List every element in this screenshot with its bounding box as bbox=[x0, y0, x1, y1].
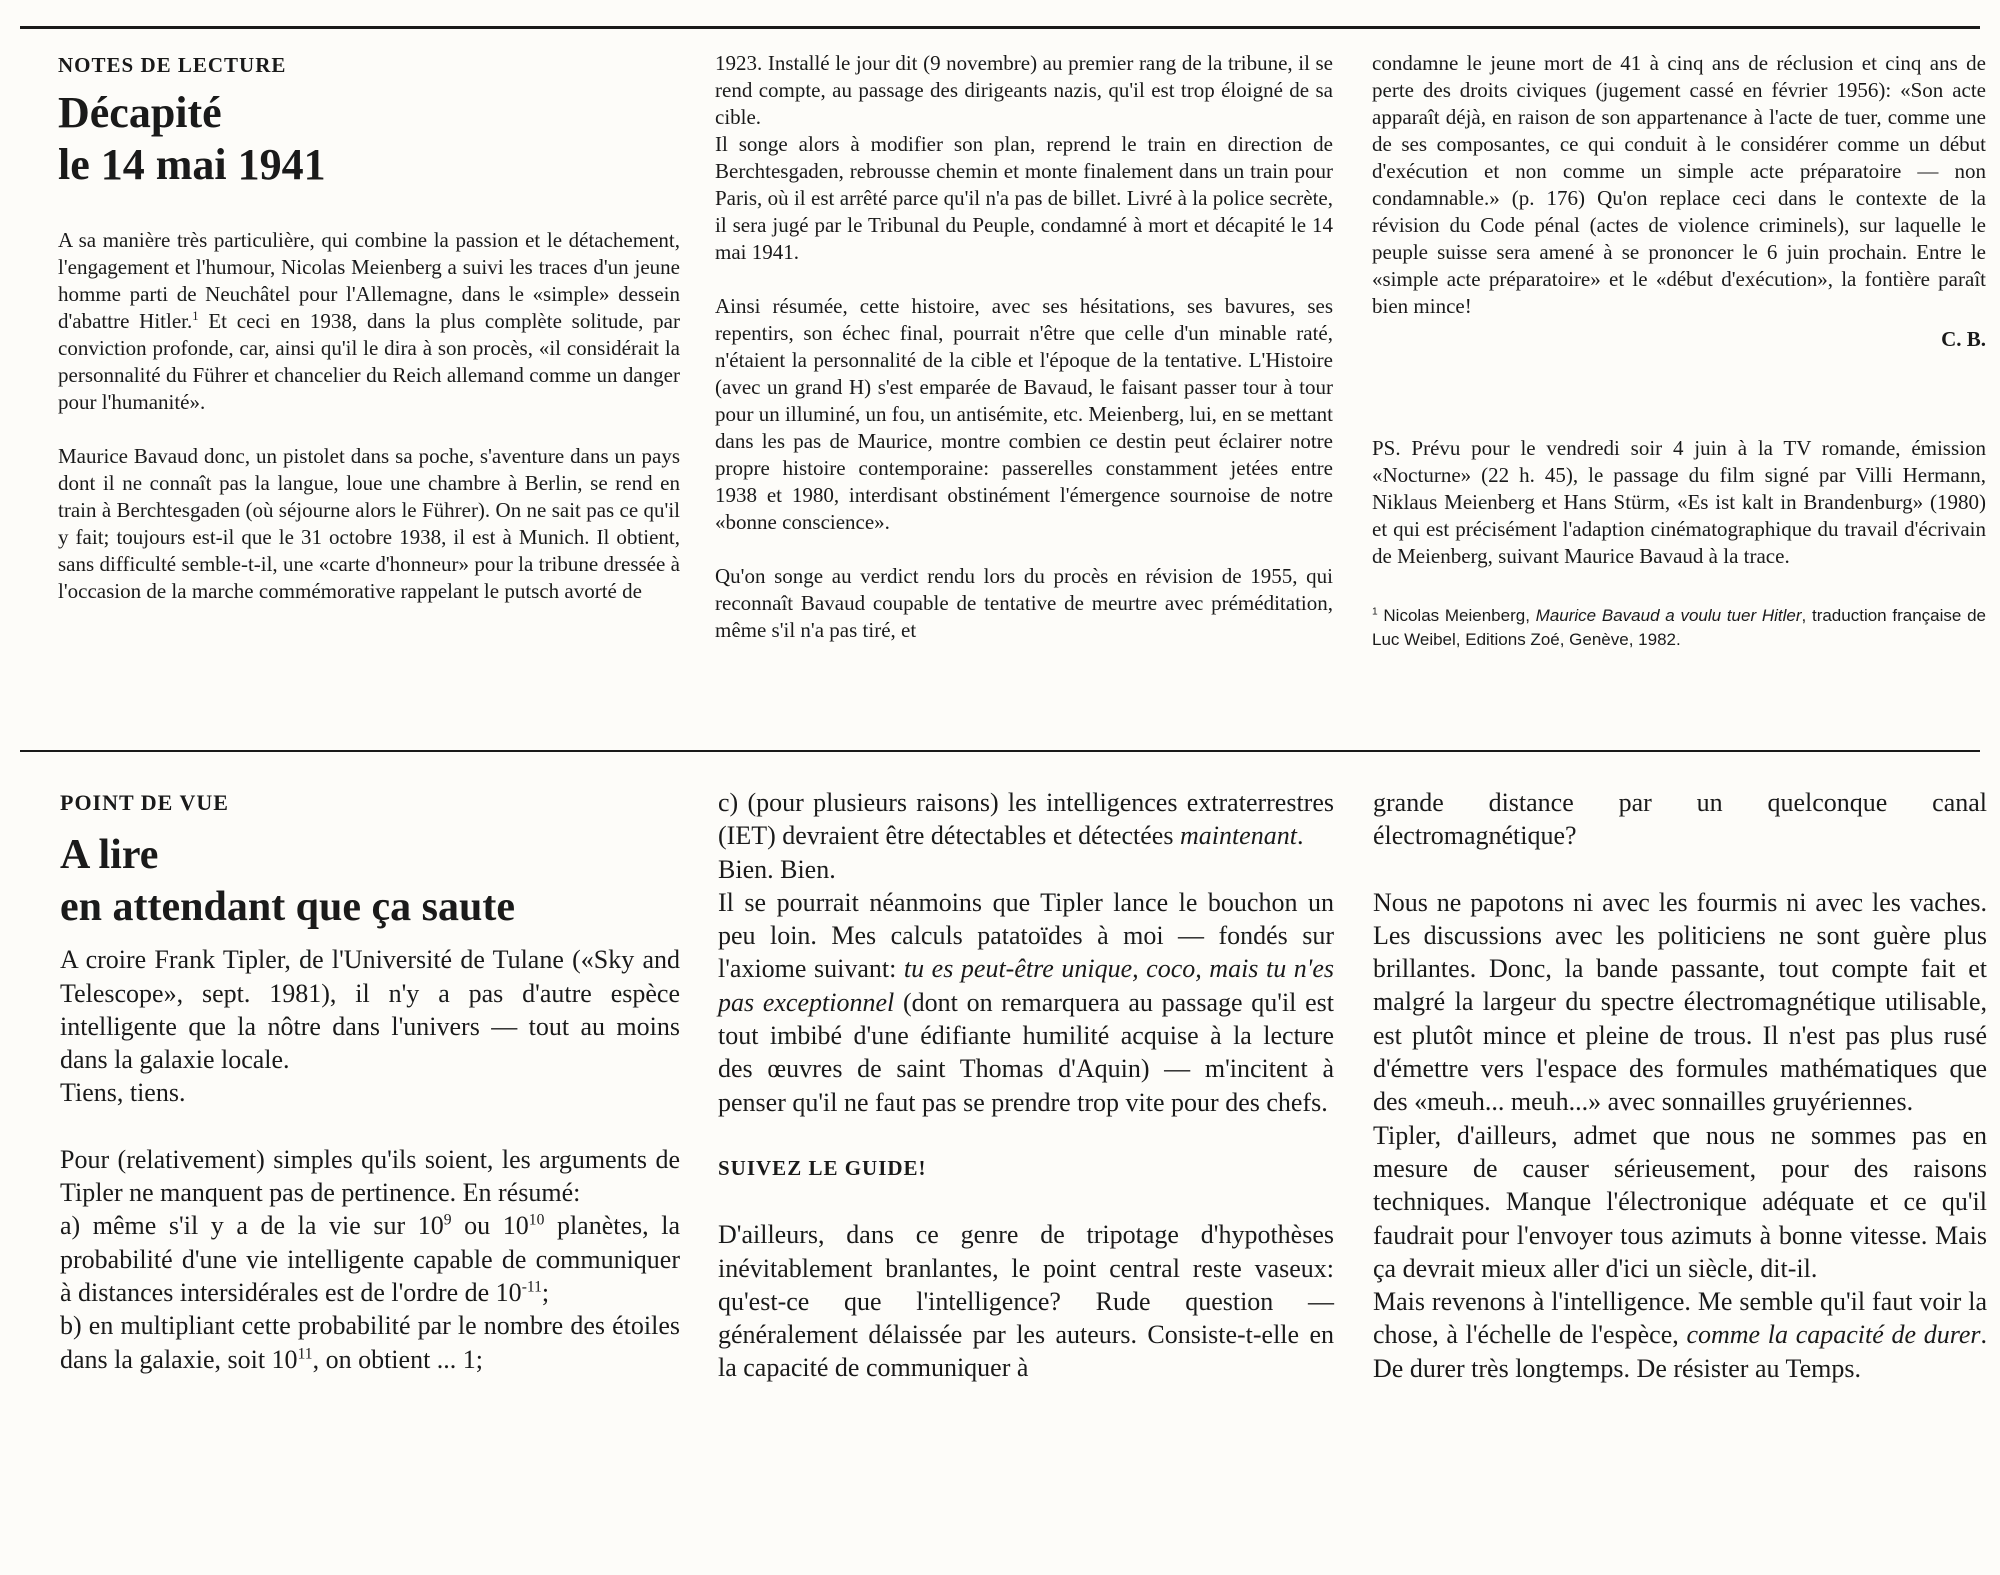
article2-title bbox=[60, 829, 680, 933]
article1-paragraph: Qu'on songe au verdict rendu lors du procès en révision de 1955, qui reconnaît Bavaud coupable de tentative de meurtre avec préméditation, même s'il n'a pas tiré, et bbox=[715, 564, 1333, 642]
article1-paragraph: Il songe alors à modifier son plan, reprend le train en direction de Berchtesgaden, rebrousse chemin et monte finalement dans un train pour Paris, où il est arrêté parce qu'il n'a pas de billet. Livré à la police secrète, il sera jugé par le Tribunal du Peuple, condamné à mort et décapité le 14 mai 1941. bbox=[715, 132, 1333, 264]
article2-column2 bbox=[718, 786, 1334, 1385]
article1-footnote: $^1$ Nicolas Meienberg, Maurice Bavaud a voulu tuer Hitler, traduction française de Luc Weibel, Editions Zoé, Genève, 1982. bbox=[1372, 606, 1986, 649]
article1-title bbox=[58, 87, 680, 191]
article2-paragraph: Tipler, d'ailleurs, admet que nous ne sommes pas en mesure de causer sérieusement, pour des raisons techniques. Manque l'électronique adéquate et ce qu'il faudrait pour l'envoyer tous azimuts à bonne vitesse. Mais ça devrait mieux aller d'ici un siècle, dit-il. bbox=[1373, 1120, 1987, 1283]
article1-postscript: PS. Prévu pour le vendredi soir 4 juin à la TV romande, émission «Nocturne» (22 h. 45), le passage du film signé par Villi Hermann, Niklaus Meienberg et Hans Stürm, «Es ist kalt in Brandenburg» (1980) et qui est précisément l'adaption cinématographique du travail d'écrivain de Meienberg, suivant Maurice Bavaud à la trace. bbox=[1372, 436, 1986, 568]
article2-column3 bbox=[1373, 786, 1987, 1385]
article1-kicker: NOTES DE LECTURE bbox=[58, 53, 287, 77]
article2-paragraph: Mais revenons à l'intelligence. Me semble qu'il faut voir la chose, à l'échelle de l'espèce, comme la capacité de durer. De durer très longtemps. De résister au Temps. bbox=[1373, 1287, 1987, 1383]
article2-paragraph: c) (pour plusieurs raisons) les intelligences extraterrestres (IET) devraient être détectables et détectées maintenant. bbox=[718, 788, 1334, 851]
article2-paragraph: b) en multipliant cette probabilité par le nombre des étoiles dans la galaxie, soit $10^{11}$, on obtient ... 1; bbox=[60, 1311, 680, 1374]
article2-paragraph: Pour (relativement) simples qu'ils soient, les arguments de Tipler ne manquent pas de pertinence. En résumé: bbox=[60, 1144, 680, 1208]
footnote-ref: 1 bbox=[192, 309, 199, 323]
article1-paragraph: A sa manière très particulière, qui combine la passion et le détachement, l'engagement et l'humour, Nicolas Meienberg a suivi les traces d'un jeune homme parti de Neuchâtel pour l'Allemagne, dans le «simple» dessein d'abattre Hitler.$^1$ Et ceci en 1938, dans la plus complète solitude, par conviction profonde, car, ainsi qu'il le dira à son procès, «il considérait la personnalité du Führer et chancelier du Reich allemand comme un danger pour l'humanité». bbox=[58, 228, 681, 414]
top-rule bbox=[20, 26, 1980, 29]
article2-paragraph: D'ailleurs, dans ce genre de tripotage d'hypothèses inévitablement branlantes, le point central reste vaseux: qu'est-ce que l'intelligence? Rude question — généralement délaissée par les auteurs. Consiste-t-elle en la capacité de communiquer à bbox=[718, 1220, 1334, 1383]
article2-subheading: SUIVEZ LE GUIDE! bbox=[718, 1155, 927, 1180]
article1-paragraph: condamne le jeune mort de 41 à cinq ans de réclusion et cinq ans de perte des droits civiques (jugement cassé en février 1956): «Son acte apparaît déjà, en raison de son appartenance à l'acte de tuer, comme une de ses composantes, ce qui conduit à le considérer comme un début d'exécution et non comme un simple acte préparatoire — non condamnable.» (p. 176) Qu'on replace ceci dans le contexte de la révision du Code pénal (actes de violence criminels), sur laquelle le peuple suisse sera amené à se prononcer le 6 juin prochain. Entre le «simple acte préparatoire» et le «début d'exécution», la fontière paraît bien mince! bbox=[1372, 51, 1986, 318]
article2-title-line2: en attendant que ça saute bbox=[60, 884, 516, 931]
article2-paragraph: a) même s'il y a de la vie sur $10^9$ ou $10^{10}$ planètes, la probabilité d'une vie intelligente capable de communiquer à distances intersidérales est de l'ordre de $10^{-11}$; bbox=[60, 1211, 681, 1307]
article2-paragraph: Tiens, tiens. bbox=[60, 1078, 186, 1108]
article1-column3 bbox=[1372, 50, 1986, 652]
article1-column2 bbox=[715, 50, 1333, 644]
article2-paragraph: grande distance par un quelconque canal électromagnétique? bbox=[1373, 788, 1987, 851]
article1-paragraph: Maurice Bavaud donc, un pistolet dans sa poche, s'aventure dans un pays dont il ne connaît pas la langue, loue une chambre à Berlin, se rend en train à Berchtesgaden (où séjourne alors le Führer). On ne sait pas ce qu'il y fait; toujours est-il que le 31 octobre 1938, il est à Munich. Il obtient, sans difficulté semble-t-il, une «carte d'honneur» pour la tribune dressée à l'occasion de la marche commémorative rappelant le putsch avorté de bbox=[58, 444, 680, 603]
article2-column1 bbox=[60, 786, 680, 1376]
article2-kicker: POINT DE VUE bbox=[60, 790, 229, 815]
article2-paragraph: Bien. Bien. bbox=[718, 854, 836, 884]
article1-title-line1: Décapité bbox=[58, 88, 222, 137]
article2-paragraph: Nous ne papotons ni avec les fourmis ni avec les vaches. Les discussions avec les politiciens ne sont guère plus brillantes. Donc, la bande passante, tout compte fait et malgré la largeur du spectre électromagnétique utilisable, est plutôt mince et pleine de trous. Il n'est pas plus rusé d'émettre vers l'espace des formules mathématiques que des «meuh... meuh...» avec sonnailles gruyériennes. bbox=[1373, 887, 1987, 1117]
article1-column1 bbox=[58, 52, 680, 605]
article2-paragraph: A croire Frank Tipler, de l'Université de Tulane («Sky and Telescope», sept. 1981), il n'y a pas d'autre espèce intelligente que la nôtre dans l'univers — tout au moins dans la galaxie locale. bbox=[60, 945, 680, 1075]
article1-paragraph: 1923. Installé le jour dit (9 novembre) au premier rang de la tribune, il se rend compte, au passage des dirigeants nazis, qu'il est trop éloigné de sa cible. bbox=[715, 51, 1333, 129]
article1-title-line2: le 14 mai 1941 bbox=[58, 140, 326, 189]
article2-paragraph: Il se pourrait néanmoins que Tipler lance le bouchon un peu loin. Mes calculs patatoïdes à moi — fondés sur l'axiome suivant: tu es peut-être unique, coco, mais tu n'es pas exceptionnel (dont on remarquera au passage qu'il est tout imbibé d'une édifiante humilité acquise à la lecture des œuvres de saint Thomas d'Aquin) — m'incitent à penser qu'il ne faut pas se prendre trop vite pour des chefs. bbox=[718, 887, 1334, 1117]
article1-signature: C. B. bbox=[1941, 327, 1986, 351]
article1-paragraph: Ainsi résumée, cette histoire, avec ses hésitations, ses bavures, ses repentirs, son échec final, pourrait n'être que celle d'un minable raté, n'étaient la personnalité de la cible et l'époque de la tentative. L'Histoire (avec un grand H) s'est emparée de Bavaud, le faisant passer tour à tour pour un illuminé, un fou, un antisémite, etc. Meienberg, lui, en se mettant dans les pas de Maurice, montre combien ce destin peut éclairer notre propre histoire contemporaine: passerelles constamment jetées entre 1938 et 1980, interdisant obstinément l'émergence sournoise de notre «bonne conscience». bbox=[715, 294, 1333, 534]
article2-title-line1: A lire bbox=[60, 832, 159, 879]
middle-rule bbox=[20, 750, 1980, 752]
